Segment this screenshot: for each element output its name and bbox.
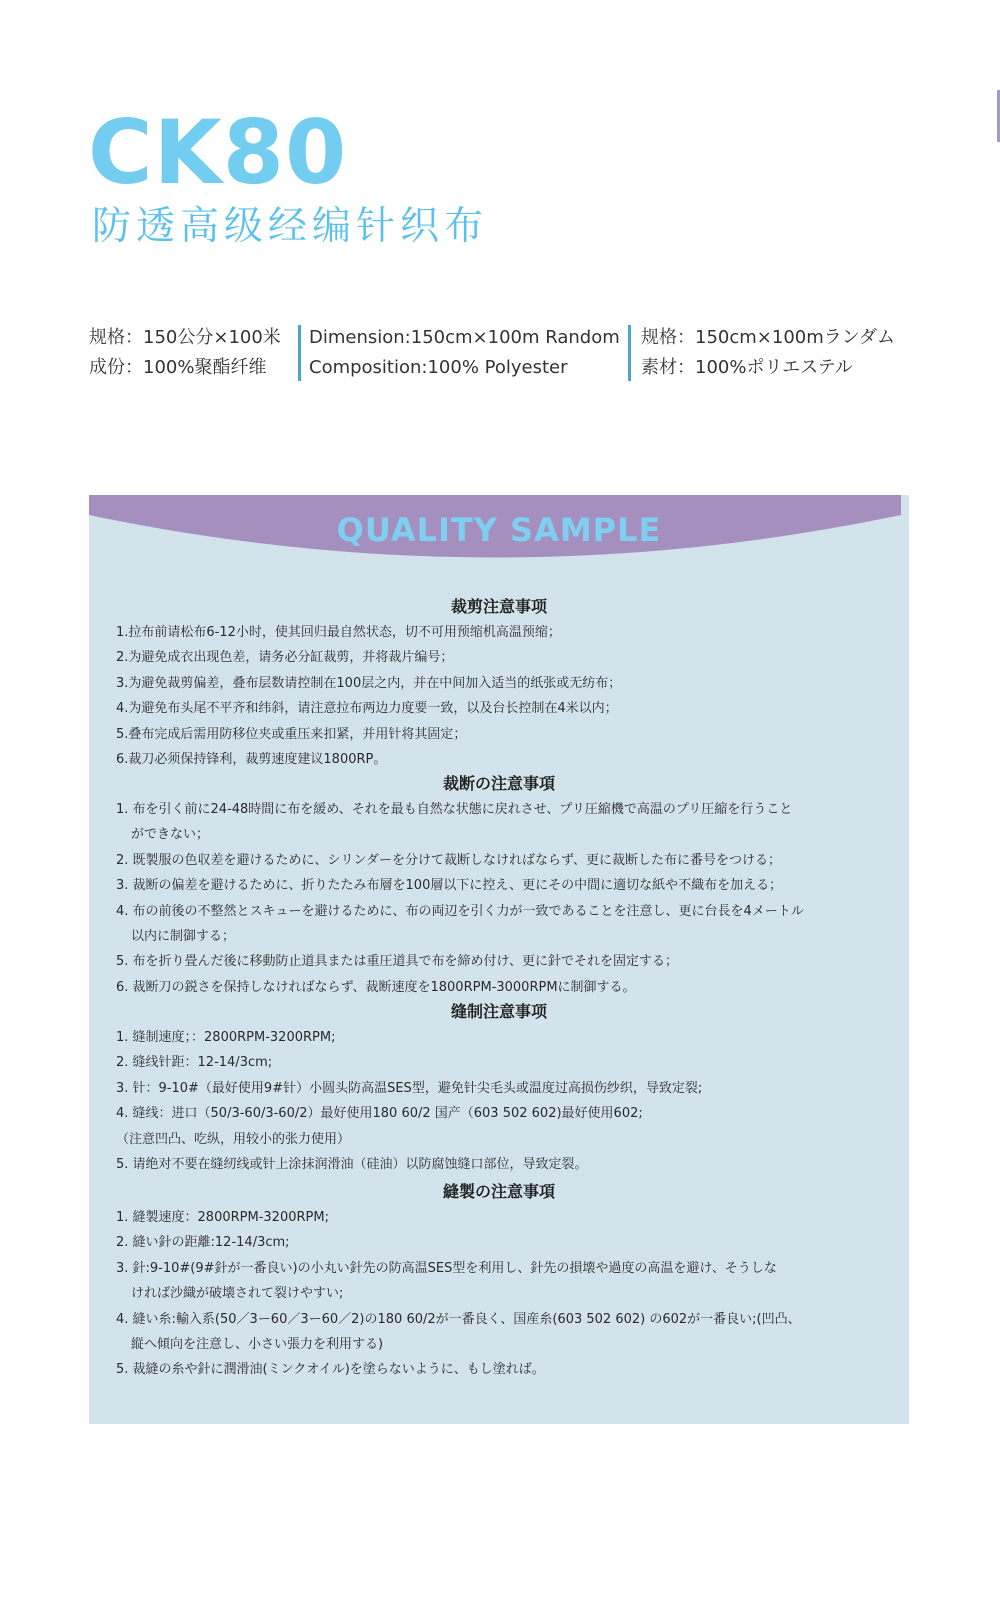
section-sewing-ja [116, 1179, 896, 1383]
list-item: 1. 縫製速度：2800RPM-3200RPM; [116, 1210, 329, 1225]
list-item: 1. 布を引く前に24-48時間に布を緩め、それを最も自然な状態に戻れさせ、プリ圧縮機で高温のプリ圧縮を行うこと [116, 802, 793, 817]
spec-divider [628, 325, 631, 381]
spec-dimension-zh: 规格：150公分×100米 [89, 327, 281, 348]
spec-column-chinese [89, 323, 281, 383]
list-item: ができない； [131, 827, 210, 843]
list-item: 4. 縫い糸:輸入系(50／3ー60／3ー60／2)の180 60/2が一番良く、国産糸(603 502 602) の602が一番良い;(凹凸、 [116, 1311, 801, 1327]
list-item: 6. 裁断刀の鋭さを保持しなければならず、裁断速度を1800RPM-3000RPMに制御する。 [116, 979, 636, 995]
banner-title: QUALITY SAMPLE [336, 511, 662, 549]
list-item: 3. 針:9-10#(9#針が一番良い)の小丸い針先の防高温SES型を利用し、針先の損壊や過度の高温を避け、そうしな [116, 1260, 777, 1276]
list-item: 6.裁刀必须保持锋利，裁剪速度建议1800RP。 [116, 752, 387, 768]
quality-sample-panel [89, 495, 909, 1424]
spec-dimension-ja: 规格：150cm×100mランダム [641, 327, 896, 348]
list-item: 3. 裁断の偏差を避けるために、折りたたみ布層を100層以下に控え、更にその中間に適切な紙や不織布を加える； [116, 878, 783, 894]
section-sewing-zh [116, 999, 896, 1177]
list-item: 4. 缝线：进口（50/3-60/3-60/2）最好使用180 60/2 国产（603 502 602)最好使用602; [116, 1106, 643, 1122]
list-item: 4. 布の前後の不整然とスキューを避けるために、布の両辺を引く力が一致であることを注意し、更に台長を4メートル [116, 903, 804, 919]
section-cutting-zh [116, 594, 896, 772]
spec-dimension-en: Dimension:150cm×100m Random [309, 327, 620, 348]
list-item: 1. 缝制速度；：2800RPM-3200RPM; [116, 1030, 336, 1045]
list-item: 3. 针：9-10#（最好使用9#针）小圆头防高温SES型，避免针尖毛头或温度过高损伤纱织，导致定裂; [116, 1080, 703, 1096]
section-title: 縫製の注意事項 [442, 1182, 555, 1201]
list-item: 5. 裁縫の糸や針に潤滑油(ミンクオイル)を塗らないように、もし塗れば。 [116, 1362, 545, 1378]
product-name-subtitle: 防透高级经编针织布 [92, 204, 489, 249]
spec-composition-zh: 成份：100%聚酯纤维 [89, 357, 267, 378]
list-item: 1.拉布前请松布6-12小时，使其回归最自然状态，切不可用预缩机高温预缩； [116, 625, 561, 640]
section-title: 裁剪注意事项 [450, 597, 547, 616]
list-item: 2. 既製服の色収差を避けるために、シリンダーを分けて裁断しなければならず、更に裁断した布に番号をつける； [116, 852, 781, 868]
list-item: ければ沙織が破壊されて裂けやすい; [131, 1286, 344, 1302]
list-item: 縦へ傾向を注意し、小さい張力を利用する) [131, 1337, 384, 1353]
section-title: 缝制注意事项 [450, 1002, 547, 1021]
spec-composition-en: Composition:100% Polyester [309, 357, 568, 378]
list-item: 4.为避免布头尾不平齐和纬斜，请注意拉布两边力度要一致，以及台长控制在4米以内； [116, 701, 618, 717]
list-item: 2. 缝线针距：12-14/3cm; [116, 1055, 273, 1071]
list-item: 以内に制御する； [131, 929, 236, 945]
list-item: 5. 请绝对不要在缝纫线或针上涂抹润滑油（硅油）以防腐蚀缝口部位，导致定裂。 [116, 1157, 588, 1173]
spec-composition-ja: 素材：100%ポリエステル [641, 357, 853, 378]
list-item: 2. 縫い針の距離:12-14/3cm; [116, 1235, 290, 1251]
spec-block [0, 323, 1000, 383]
list-item: 5.叠布完成后需用防移位夹或重压来扣紧，并用针将其固定； [116, 726, 467, 742]
spec-column-english [309, 323, 620, 383]
list-item: 5. 布を折り畳んだ後に移動防止道具または重圧道具で布を締め付け、更に針でそれを固定する； [116, 954, 679, 970]
spec-divider [298, 325, 301, 381]
product-code-title: CK80 [88, 101, 348, 204]
spec-column-japanese [641, 323, 895, 383]
section-title: 裁断の注意事項 [442, 774, 555, 793]
list-item: 2.为避免成衣出现色差，请务必分缸裁剪，并将裁片编号； [116, 650, 454, 666]
section-cutting-ja [116, 771, 896, 1000]
list-item: 3.为避免裁剪偏差，叠布层数请控制在100层之内，并在中间加入适当的纸张或无纺布； [116, 675, 622, 691]
list-item: （注意凹凸、吃纵，用较小的张力使用） [116, 1131, 351, 1147]
